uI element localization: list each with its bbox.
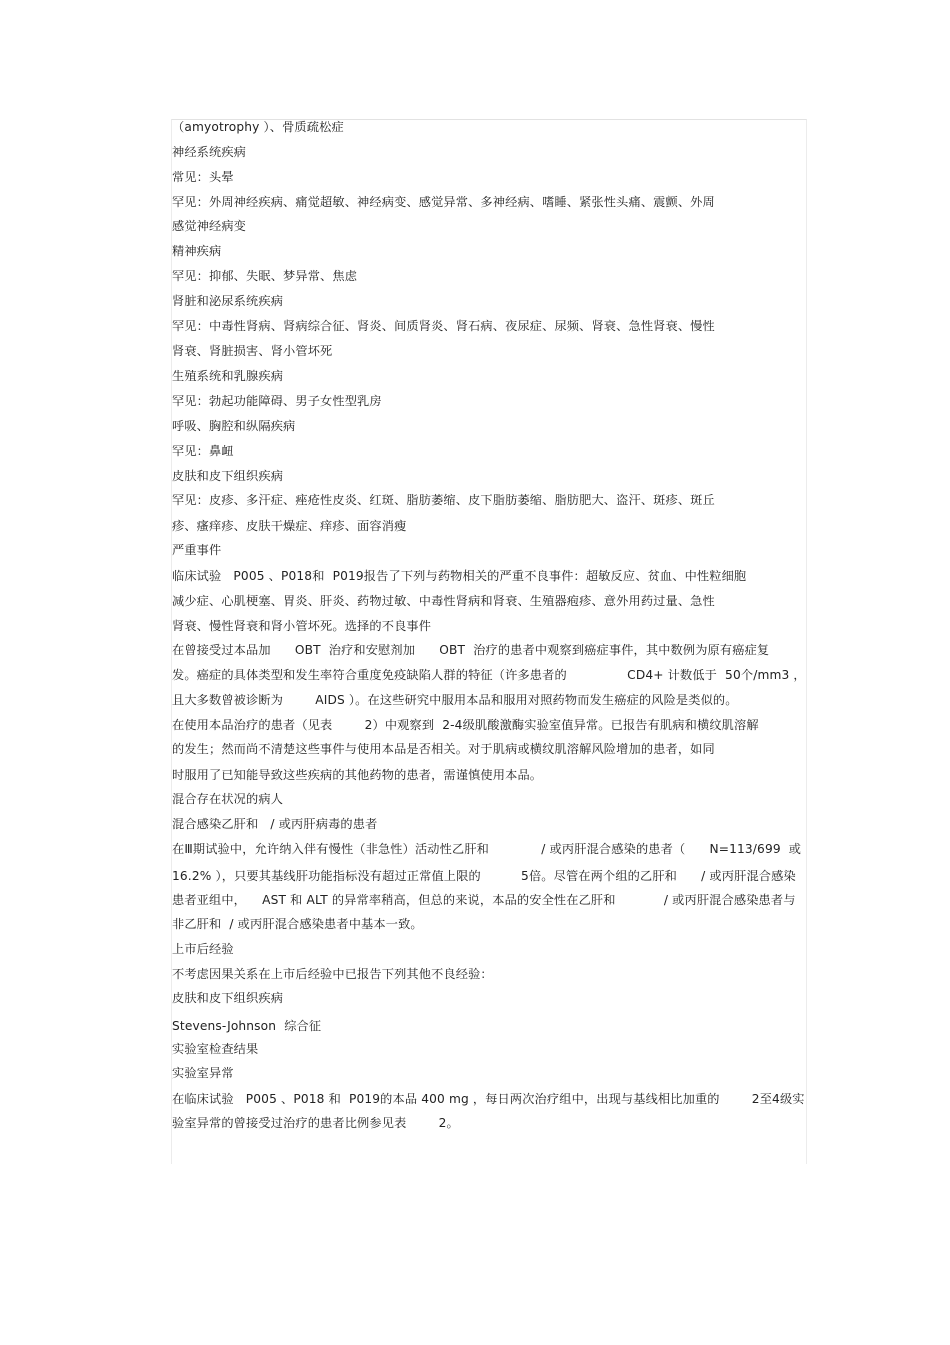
section-heading: 呼吸、胸腔和纵隔疾病 <box>172 419 296 433</box>
text-line: 发。癌症的具体类型和发生率符合重度免疫缺陷人群的特征（许多患者的 CD4+ 计数低于 50个/mm3 ， <box>172 668 806 682</box>
section-heading: 上市后经验 <box>172 942 234 956</box>
section-heading: 神经系统疾病 <box>172 145 247 159</box>
text-line: 感觉神经病变 <box>172 219 247 233</box>
text-line: 肾衰、肾脏损害、肾小管坏死 <box>172 344 333 358</box>
text-line: 罕见：外周神经疾病、痛觉超敏、神经病变、感觉异常、多神经病、嗜睡、紧张性头痛、震颤、外周 <box>172 195 715 209</box>
text-line: 罕见：勃起功能障碍、男子女性型乳房 <box>172 394 382 408</box>
text-line: 的发生；然而尚不清楚这些事件与使用本品是否相关。对于肌病或横纹肌溶解风险增加的患者，如同 <box>172 742 715 756</box>
section-heading: 混合存在状况的病人 <box>172 792 284 806</box>
text-line: 罕见：中毒性肾病、肾病综合征、肾炎、间质肾炎、肾石病、夜尿症、尿频、肾衰、急性肾衰、慢性 <box>172 319 715 333</box>
text-line: 时服用了已知能导致这些疾病的其他药物的患者，需谨慎使用本品。 <box>172 768 543 782</box>
text-line: （amyotrophy ）、骨质疏松症 <box>172 120 344 134</box>
text-line: 16.2% ），只要其基线肝功能指标没有超过正常值上限的 5倍。尽管在两个组的乙肝和 / 或丙肝混合感染 <box>172 869 796 883</box>
text-line: 肾衰、慢性肾衰和肾小管坏死。选择的不良事件 <box>172 619 432 633</box>
section-heading: 皮肤和皮下组织疾病 <box>172 991 284 1005</box>
text-line: 罕见：鼻衄 <box>172 444 234 458</box>
text-line: 非乙肝和 / 或丙肝混合感染患者中基本一致。 <box>172 917 423 931</box>
text-line: 疹、瘙痒疹、皮肤干燥症、痒疹、面容消瘦 <box>172 519 407 533</box>
section-heading: 严重事件 <box>172 543 222 557</box>
text-line: 在曾接受过本品加 OBT 治疗和安慰剂加 OBT 治疗的患者中观察到癌症事件，其中数例为原有癌症复 <box>172 643 770 657</box>
section-heading: 肾脏和泌尿系统疾病 <box>172 294 284 308</box>
text-line: 减少症、心肌梗塞、胃炎、肝炎、药物过敏、中毒性肾病和肾衰、生殖器疱疹、意外用药过量、急性 <box>172 594 715 608</box>
section-heading: 精神疾病 <box>172 244 222 258</box>
section-heading: 混合感染乙肝和 / 或丙肝病毒的患者 <box>172 817 378 831</box>
text-line: 患者亚组中， AST 和 ALT 的异常率稍高，但总的来说，本品的安全性在乙肝和 / 或丙肝混合感染患者与 <box>172 893 796 907</box>
text-line: 常见：头晕 <box>172 170 234 184</box>
text-line: 罕见：抑郁、失眠、梦异常、焦虑 <box>172 269 358 283</box>
section-heading: 实验室检查结果 <box>172 1042 259 1056</box>
text-line: 罕见：皮疹、多汗症、痤疮性皮炎、红斑、脂肪萎缩、皮下脂肪萎缩、脂肪肥大、盗汗、斑疹、斑丘 <box>172 493 715 507</box>
section-heading: 生殖系统和乳腺疾病 <box>172 369 284 383</box>
text-line: 且大多数曾被诊断为 AIDS ）。在这些研究中服用本品和服用对照药物而发生癌症的风险是类似的。 <box>172 693 738 707</box>
text-line: 在使用本品治疗的患者（见表 2）中观察到 2-4级肌酸激酶实验室值异常。已报告有肌病和横纹肌溶解 <box>172 718 759 732</box>
text-line: 验室异常的曾接受过治疗的患者比例参见表 2。 <box>172 1116 459 1130</box>
text-line: 临床试验 P005 、P018和 P019报告了下列与药物相关的严重不良事件：超敏反应、贫血、中性粒细胞 <box>172 569 747 583</box>
text-line: 不考虑因果关系在上市后经验中已报告下列其他不良经验： <box>172 967 493 981</box>
section-heading: 皮肤和皮下组织疾病 <box>172 469 284 483</box>
text-line: Stevens-Johnson 综合征 <box>172 1019 322 1033</box>
text-line: 在Ⅲ期试验中，允许纳入伴有慢性（非急性）活动性乙肝和 / 或丙肝混合感染的患者（ N=113/699 或 <box>172 842 802 856</box>
section-heading: 实验室异常 <box>172 1066 234 1080</box>
text-line: 在临床试验 P005 、P018 和 P019的本品 400 mg ，每日两次治疗组中，出现与基线相比加重的 2至4级实 <box>172 1092 805 1106</box>
